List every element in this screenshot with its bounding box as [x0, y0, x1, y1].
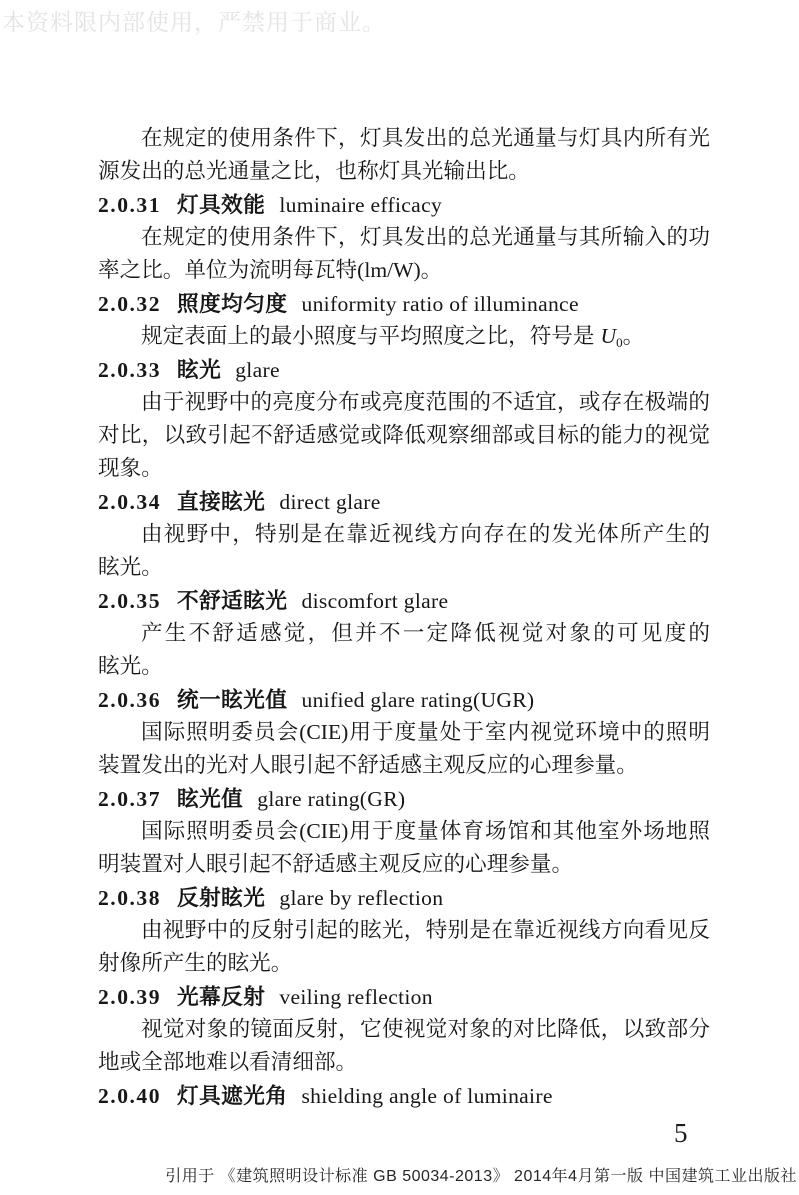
- symbol-letter: U: [600, 324, 617, 348]
- definition-line: 眩光。: [98, 555, 163, 579]
- entry-term-zh: 统一眩光值: [176, 687, 288, 712]
- entry-number: 2.0.39: [98, 985, 161, 1009]
- definition-line: 产生不舒适感觉，但并不一定降低视觉对象的可见度的: [141, 621, 710, 645]
- entry-term-en: unified glare rating(UGR): [301, 688, 535, 712]
- definition-line: 地或全部地难以看清细部。: [98, 1050, 358, 1074]
- definition-line: 视觉对象的镜面反射，它使视觉对象的对比降低，以致部分: [141, 1017, 710, 1041]
- entry-number: 2.0.38: [98, 886, 161, 910]
- entry-term-zh: 灯具遮光角: [176, 1083, 288, 1108]
- entry-number: 2.0.35: [98, 589, 161, 613]
- entry-term-en: glare by reflection: [279, 886, 444, 910]
- definition-text: 。: [622, 324, 645, 348]
- definition-line: 由视野中的反射引起的眩光，特别是在靠近视线方向看见反: [141, 918, 710, 942]
- definition-line: 源发出的总光通量之比，也称灯具光输出比。: [98, 159, 530, 183]
- definition-line: 在规定的使用条件下，灯具发出的总光通量与其所输入的功: [141, 225, 710, 249]
- entry-number: 2.0.37: [98, 787, 161, 811]
- definition-line: 在规定的使用条件下，灯具发出的总光通量与灯具内所有光: [141, 126, 710, 150]
- entry-heading: [98, 1079, 710, 1112]
- entry-term-en: luminaire efficacy: [279, 193, 443, 217]
- symbol-subscript: 0: [616, 335, 623, 350]
- entry-term-zh: 眩光值: [176, 786, 244, 811]
- definition-line: [98, 320, 710, 353]
- entry-term-en: glare: [235, 358, 280, 382]
- definition-line: 由于视野中的亮度分布或亮度范围的不适宜，或存在极端的: [141, 390, 710, 414]
- entry-heading: [98, 188, 710, 221]
- entry-heading: [98, 980, 710, 1013]
- entry-term-en: discomfort glare: [301, 589, 449, 613]
- definition-line: 装置发出的光对人眼引起不舒适感主观反应的心理参量。: [98, 753, 638, 777]
- symbol-u0: [600, 324, 622, 348]
- footer-citation: 引用于 《建筑照明设计标准 GB 50034-2013》 2014年4月第一版 中国建筑工业出版社: [165, 1168, 797, 1185]
- terminology-page-content: [98, 122, 710, 1112]
- entry-term-en: direct glare: [279, 490, 381, 514]
- entry-term-en: uniformity ratio of illuminance: [301, 292, 579, 316]
- definition-line: 国际照明委员会(CIE)用于度量体育场馆和其他室外场地照: [141, 819, 710, 843]
- entry-term-en: veiling reflection: [279, 985, 433, 1009]
- page-number: 5: [674, 1118, 688, 1148]
- entry-term-zh: 眩光: [176, 357, 222, 382]
- entry-number: 2.0.33: [98, 358, 161, 382]
- entry-number: 2.0.36: [98, 688, 161, 712]
- entry-heading: [98, 584, 710, 617]
- definition-line: 国际照明委员会(CIE)用于度量处于室内视觉环境中的照明: [141, 720, 710, 744]
- entry-term-en: glare rating(GR): [257, 787, 406, 811]
- definition-line: 眩光。: [98, 654, 163, 678]
- entry-number: 2.0.32: [98, 292, 161, 316]
- entry-number: 2.0.34: [98, 490, 161, 514]
- entry-term-zh: 照度均匀度: [176, 291, 288, 316]
- definition-line: 现象。: [98, 456, 163, 480]
- entry-term-zh: 不舒适眩光: [176, 588, 288, 613]
- watermark: 本资料限内部使用，严禁用于商业。: [2, 9, 386, 35]
- entry-heading: [98, 353, 710, 386]
- entry-term-en: shielding angle of luminaire: [301, 1084, 553, 1108]
- entry-heading: [98, 881, 710, 914]
- definition-line: 由视野中，特别是在靠近视线方向存在的发光体所产生的: [141, 522, 710, 546]
- entry-heading: [98, 782, 710, 815]
- entry-number: 2.0.40: [98, 1084, 161, 1108]
- entry-heading: [98, 287, 710, 320]
- definition-line: 率之比。单位为流明每瓦特(lm/W)。: [98, 258, 443, 282]
- entry-number: 2.0.31: [98, 193, 161, 217]
- entry-term-zh: 光幕反射: [176, 984, 266, 1009]
- definition-line: 射像所产生的眩光。: [98, 951, 293, 975]
- entry-term-zh: 灯具效能: [176, 192, 266, 217]
- definition-line: 对比，以致引起不舒适感觉或降低观察细部或目标的能力的视觉: [98, 423, 710, 447]
- definition-line: 明装置对人眼引起不舒适感主观反应的心理参量。: [98, 852, 574, 876]
- definition-text: 规定表面上的最小照度与平均照度之比，符号是: [141, 324, 595, 348]
- entry-term-zh: 反射眩光: [176, 885, 266, 910]
- entry-heading: [98, 485, 710, 518]
- entry-heading: [98, 683, 710, 716]
- entry-term-zh: 直接眩光: [176, 489, 266, 514]
